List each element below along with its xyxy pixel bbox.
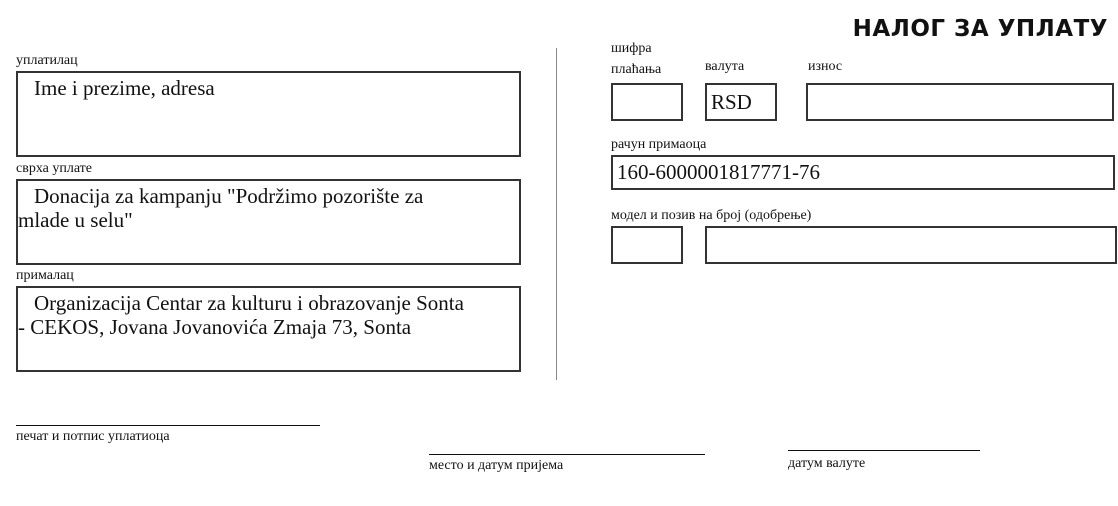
payment-code-label-line1: шифра [611,41,652,56]
value-date-line [788,450,980,451]
column-divider [556,48,557,380]
reference-model-field[interactable] [611,226,683,264]
payer-signature-label: печат и потпис уплатиоца [16,429,170,444]
value-date-label: датум валуте [788,456,866,471]
payment-code-label-line2: плаћања [611,62,662,77]
recipient-value-line1: Organizacija Centar za kulturu i obrazovanje Sonta [34,291,464,315]
recipient-label: прималац [16,268,74,283]
payer-signature-line [16,425,320,426]
payer-value: Ime i prezime, adresa [34,76,215,100]
form-title: НАЛОГ ЗА УПЛАТУ [852,16,1108,42]
purpose-value-line1: Donacija za kampanju "Podržimo pozorište za [34,184,424,208]
recipient-field[interactable] [16,286,521,372]
recipient-account-label: рачун примаоца [611,137,707,152]
purpose-field[interactable] [16,179,521,265]
recipient-account-value: 160-6000001817771-76 [617,160,820,184]
amount-label: износ [808,59,843,74]
payment-code-field[interactable] [611,83,683,121]
place-date-line [429,454,705,455]
payer-field[interactable] [16,71,521,157]
currency-field[interactable] [705,83,777,121]
recipient-account-field[interactable] [611,155,1115,190]
reference-label: модел и позив на број (одобрење) [611,208,812,223]
amount-field[interactable] [806,83,1114,121]
payer-label: уплатилац [16,53,78,68]
recipient-value-line2: - CEKOS, Jovana Jovanovića Zmaja 73, Sonta [18,315,412,339]
purpose-value-line2: mlade u selu" [18,208,133,232]
purpose-label: сврха уплате [16,161,93,176]
place-date-label: место и датум пријема [429,458,564,473]
reference-number-field[interactable] [705,226,1117,264]
currency-label: валута [705,59,745,74]
currency-value: RSD [711,90,752,114]
